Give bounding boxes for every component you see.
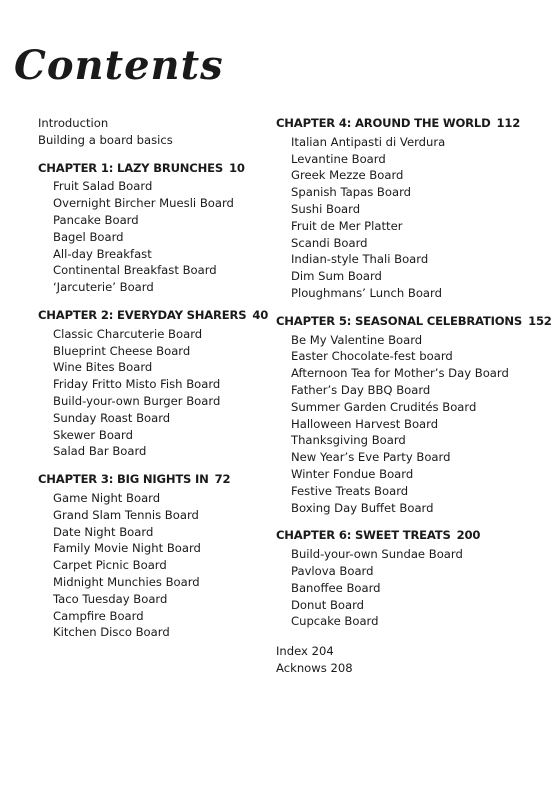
chapter-title: CHAPTER 6: SWEET TREATS [276, 528, 451, 543]
toc-item: Father’s Day BBQ Board [291, 382, 431, 397]
chapter-page-number: 72 [214, 472, 231, 487]
toc-item: Date Night Board [53, 524, 154, 539]
chapter-heading [38, 160, 268, 177]
contents-left-column [38, 115, 268, 641]
toc-item: Friday Fritto Misto Fish Board [53, 377, 221, 392]
chapter-title: CHAPTER 5: SEASONAL CELEBRATIONS [276, 313, 523, 328]
page-title: Contents [14, 42, 224, 89]
chapter-page-number: 40 [252, 307, 269, 322]
toc-item: Taco Tuesday Board [53, 591, 168, 606]
toc-item: Pancake Board [53, 212, 139, 227]
chapter-heading [276, 115, 526, 132]
toc-item: Wine Bites Board [53, 360, 153, 375]
toc-item: Skewer Board [53, 427, 133, 442]
chapter-heading [38, 307, 268, 324]
toc-item: Festive Treats Board [291, 483, 409, 498]
chapter-page-number: 112 [496, 116, 521, 130]
contents-right-column [276, 115, 552, 677]
toc-item: Donut Board [291, 597, 365, 612]
chapter-section [276, 115, 526, 302]
chapter-items [38, 178, 268, 296]
chapter-title: CHAPTER 3: BIG NIGHTS IN [38, 472, 209, 487]
chapter-items [276, 546, 526, 630]
toc-item: Levantine Board [291, 151, 386, 166]
toc-item: Kitchen Disco Board [53, 625, 170, 640]
toc-item: Easter Chocolate-fest board [291, 349, 453, 364]
toc-item: Banoffee Board [291, 580, 381, 595]
toc-item: Blueprint Cheese Board [53, 343, 191, 358]
toc-item: Overnight Bircher Muesli Board [53, 196, 234, 211]
toc-item: Afternoon Tea for Mother’s Day Board [291, 366, 509, 381]
chapter-heading [38, 471, 268, 488]
chapter-section [38, 471, 268, 641]
toc-item: Pavlova Board [291, 563, 374, 578]
toc-item: Greek Mezze Board [291, 168, 404, 183]
chapter-heading [276, 527, 526, 544]
chapter-items [276, 134, 526, 302]
toc-item: New Year’s Eve Party Board [291, 450, 451, 465]
left-chapters [38, 160, 268, 642]
chapter-page-number: 200 [456, 528, 481, 543]
toc-item: Boxing Day Buffet Board [291, 500, 434, 515]
toc-item: Sunday Roast Board [53, 410, 171, 425]
toc-item: Game Night Board [53, 490, 161, 505]
chapter-section [38, 160, 268, 296]
toc-item: Be My Valentine Board [291, 332, 423, 347]
chapter-items [276, 332, 526, 517]
toc-item: Dim Sum Board [291, 269, 382, 284]
endmatter-list [276, 643, 526, 677]
toc-item: Italian Antipasti di Verdura [291, 134, 446, 149]
endmatter-item: Index 204 [276, 644, 334, 659]
toc-item: Winter Fondue Board [291, 466, 414, 481]
chapter-items [38, 326, 268, 460]
toc-item: Sushi Board [291, 201, 361, 216]
toc-item: Fruit Salad Board [53, 179, 153, 194]
toc-item: Cupcake Board [291, 614, 379, 629]
toc-item: Salad Bar Board [53, 444, 147, 459]
chapter-section [38, 307, 268, 460]
chapter-heading [276, 313, 552, 330]
toc-item: Classic Charcuterie Board [53, 326, 203, 341]
toc-item: ‘Jarcuterie’ Board [53, 280, 154, 295]
chapter-section [276, 313, 552, 517]
toc-item: Build-your-own Sundae Board [291, 547, 463, 562]
toc-item: Carpet Picnic Board [53, 558, 167, 573]
toc-item: Fruit de Mer Platter [291, 218, 403, 233]
toc-item: Midnight Munchies Board [53, 574, 200, 589]
chapter-page-number: 10 [228, 160, 245, 175]
chapter-page-number: 152 [528, 313, 552, 328]
toc-item: Thanksgiving Board [291, 433, 406, 448]
toc-item: Grand Slam Tennis Board [53, 507, 199, 522]
toc-item: Scandi Board [291, 235, 368, 250]
chapter-title: CHAPTER 4: AROUND THE WORLD [276, 116, 491, 130]
toc-item: Campfire Board [53, 608, 144, 623]
chapter-title: CHAPTER 1: LAZY BRUNCHES [38, 160, 223, 175]
toc-item: Bagel Board [53, 229, 124, 244]
toc-item: Build-your-own Burger Board [53, 393, 221, 408]
chapter-section [276, 527, 526, 630]
intro-item: Introduction [38, 116, 109, 130]
endmatter-item: Acknows 208 [276, 660, 353, 675]
toc-item: Continental Breakfast Board [53, 263, 217, 278]
right-chapters [276, 115, 552, 630]
toc-item: Summer Garden Crudités Board [291, 399, 477, 414]
toc-item: Indian-style Thali Board [291, 252, 429, 267]
chapter-title: CHAPTER 2: EVERYDAY SHARERS [38, 307, 247, 322]
toc-item: Spanish Tapas Board [291, 185, 411, 200]
toc-item: Halloween Harvest Board [291, 416, 439, 431]
intro-list [38, 115, 268, 149]
toc-item: Family Movie Night Board [53, 541, 201, 556]
intro-item: Building a board basics [38, 132, 173, 147]
toc-item: Ploughmans’ Lunch Board [291, 285, 442, 300]
chapter-items [38, 490, 268, 641]
toc-item: All-day Breakfast [53, 246, 152, 261]
